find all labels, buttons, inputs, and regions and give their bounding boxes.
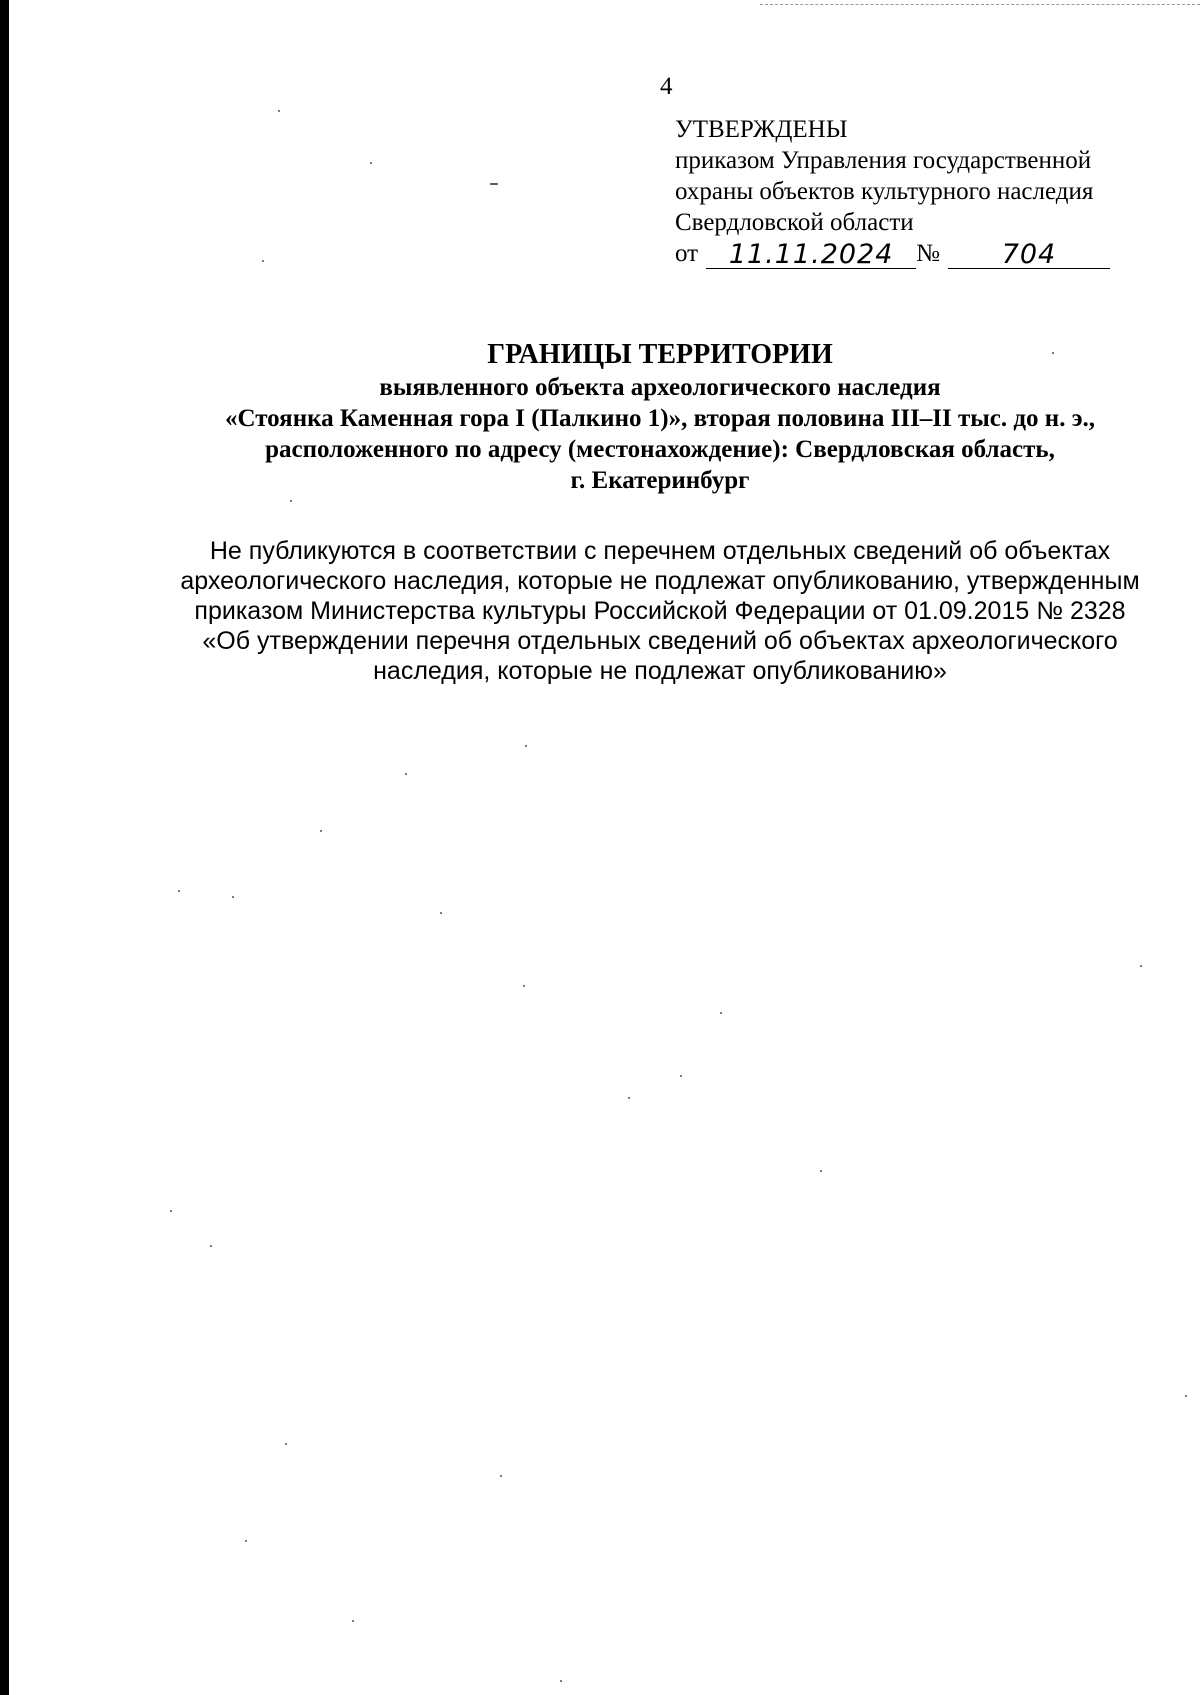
title-line-3: расположенного по адресу (местонахождение): Свердловская область, xyxy=(265,436,1055,463)
scan-speck xyxy=(290,500,292,502)
approval-stamp-block xyxy=(675,114,1175,269)
handwritten-order-number: 704 xyxy=(948,242,1110,269)
scan-speck xyxy=(232,896,234,898)
scan-speck xyxy=(440,912,442,914)
scan-speck xyxy=(210,1245,212,1247)
notice-line-3: приказом Министерства культуры Российской Федерации от 01.09.2015 № 2328 xyxy=(194,597,1126,625)
title-line-2: «Стоянка Каменная гора I (Палкино 1)», вторая половина III–II тыс. до н. э., xyxy=(224,405,1096,432)
number-prefix: № xyxy=(916,240,940,267)
scan-speck xyxy=(405,773,407,775)
approval-heading: УТВЕРЖДЕНЫ xyxy=(675,116,848,143)
scan-speck xyxy=(500,1475,502,1477)
scan-speck xyxy=(820,1170,822,1172)
scan-speck xyxy=(1140,965,1142,967)
scan-speck xyxy=(262,260,264,262)
scan-speck xyxy=(720,1012,722,1014)
scan-speck xyxy=(170,1210,172,1212)
page-number: 4 xyxy=(660,73,673,100)
scan-top-rule xyxy=(760,4,1200,5)
scan-speck xyxy=(680,1075,682,1077)
scan-speck xyxy=(278,110,280,112)
document-title-block xyxy=(100,338,1200,496)
scan-speck xyxy=(525,745,527,747)
scan-speck xyxy=(490,183,498,185)
title-line-4: г. Екатеринбург xyxy=(570,467,750,494)
scan-speck xyxy=(560,1680,562,1682)
scan-speck xyxy=(523,985,525,987)
scan-speck xyxy=(1052,352,1054,354)
scan-speck xyxy=(370,162,372,164)
approval-line-2: охраны объектов культурного наследия xyxy=(675,178,1094,205)
notice-line-5: наследия, которые не подлежат опубликованию» xyxy=(373,657,947,685)
non-publication-notice xyxy=(100,536,1200,686)
scan-speck xyxy=(178,890,180,892)
scan-speck xyxy=(1185,1395,1187,1397)
approval-line-3: Свердловской области xyxy=(675,209,914,236)
notice-line-2: археологического наследия, которые не подлежат опубликованию, утвержденным xyxy=(180,567,1140,595)
scan-speck xyxy=(628,1097,630,1099)
scan-speck xyxy=(245,1540,247,1542)
document-title: ГРАНИЦЫ ТЕРРИТОРИИ xyxy=(487,339,833,370)
notice-line-1: Не публикуются в соответствии с перечнем отдельных сведений об объектах xyxy=(209,537,1111,565)
approval-line-1: приказом Управления государственной xyxy=(675,147,1092,174)
title-line-1: выявленного объекта археологического наследия xyxy=(379,374,941,401)
handwritten-date: 11.11.2024 xyxy=(706,242,916,269)
date-prefix: от xyxy=(675,240,699,267)
approval-date-number-line xyxy=(675,238,1175,269)
scan-edge-shadow xyxy=(0,0,9,1695)
scan-speck xyxy=(285,1443,287,1445)
scan-speck xyxy=(320,830,322,832)
scan-speck xyxy=(352,1620,354,1622)
notice-line-4: «Об утверждении перечня отдельных сведений об объектах археологического xyxy=(202,627,1118,655)
